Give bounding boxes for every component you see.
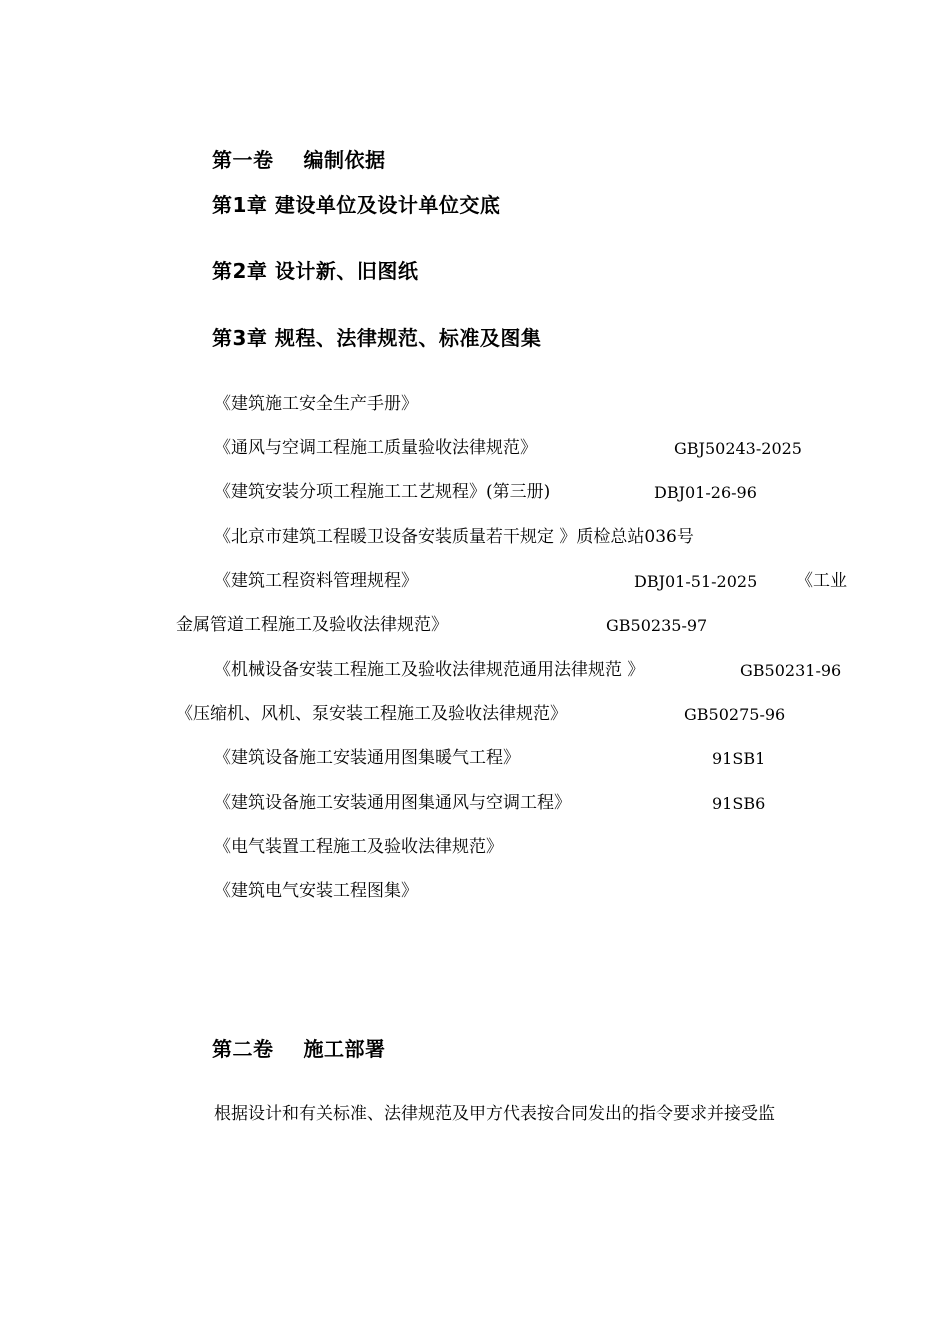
reference-title: 《建筑工程资料管理规程》 <box>214 571 418 591</box>
chapter-heading <box>212 195 500 215</box>
reference-code: 91SB1 <box>712 749 766 768</box>
reference-title: 《通风与空调工程施工质量验收法律规范》 <box>214 438 537 458</box>
volume-title: 施工部署 <box>303 1037 386 1061</box>
reference-title-continued: 《工业 <box>796 571 847 591</box>
reference-title: 《建筑电气安装工程图集》 <box>214 881 418 901</box>
reference-code: DBJ01-26-96 <box>654 483 757 502</box>
volume-heading <box>212 1039 386 1059</box>
reference-title: 金属管道工程施工及验收法律规范》 <box>176 615 448 635</box>
reference-title: 《建筑安装分项工程施工工艺规程》(第三册) <box>214 482 551 502</box>
chapter-heading <box>212 328 541 348</box>
chapter-title: 设计新、旧图纸 <box>274 259 419 283</box>
volume-heading <box>212 150 386 170</box>
reference-code: GB50235-97 <box>606 616 708 635</box>
volume-label: 第一卷 <box>212 148 274 172</box>
chapter-label: 第3章 <box>212 326 268 350</box>
chapter-label: 第2章 <box>212 259 268 283</box>
reference-title: 《建筑设备施工安装通用图集暖气工程》 <box>214 748 520 768</box>
volume-title: 编制依据 <box>303 148 386 172</box>
reference-title: 《电气装置工程施工及验收法律规范》 <box>214 837 503 857</box>
reference-title: 《建筑施工安全生产手册》 <box>214 394 418 414</box>
chapter-title: 规程、法律规范、标准及图集 <box>274 326 542 350</box>
chapter-heading <box>212 261 418 281</box>
reference-title: 《压缩机、风机、泵安装工程施工及验收法律规范》 <box>176 704 567 724</box>
reference-code: GBJ50243-2025 <box>674 439 802 458</box>
reference-code: GB50275-96 <box>684 705 786 724</box>
body-paragraph: 根据设计和有关标准、法律规范及甲方代表按合同发出的指令要求并接受监 <box>214 1104 775 1124</box>
reference-code: 91SB6 <box>712 794 766 813</box>
reference-title: 《北京市建筑工程暖卫设备安装质量若干规定 》质检总站036号 <box>214 527 694 547</box>
reference-code: DBJ01-51-2025 <box>634 572 758 591</box>
reference-title: 《机械设备安装工程施工及验收法律规范通用法律规范 》 <box>214 660 645 680</box>
reference-title: 《建筑设备施工安装通用图集通风与空调工程》 <box>214 793 571 813</box>
volume-label: 第二卷 <box>212 1037 274 1061</box>
reference-code: GB50231-96 <box>740 661 842 680</box>
chapter-title: 建设单位及设计单位交底 <box>274 193 501 217</box>
chapter-label: 第1章 <box>212 193 268 217</box>
